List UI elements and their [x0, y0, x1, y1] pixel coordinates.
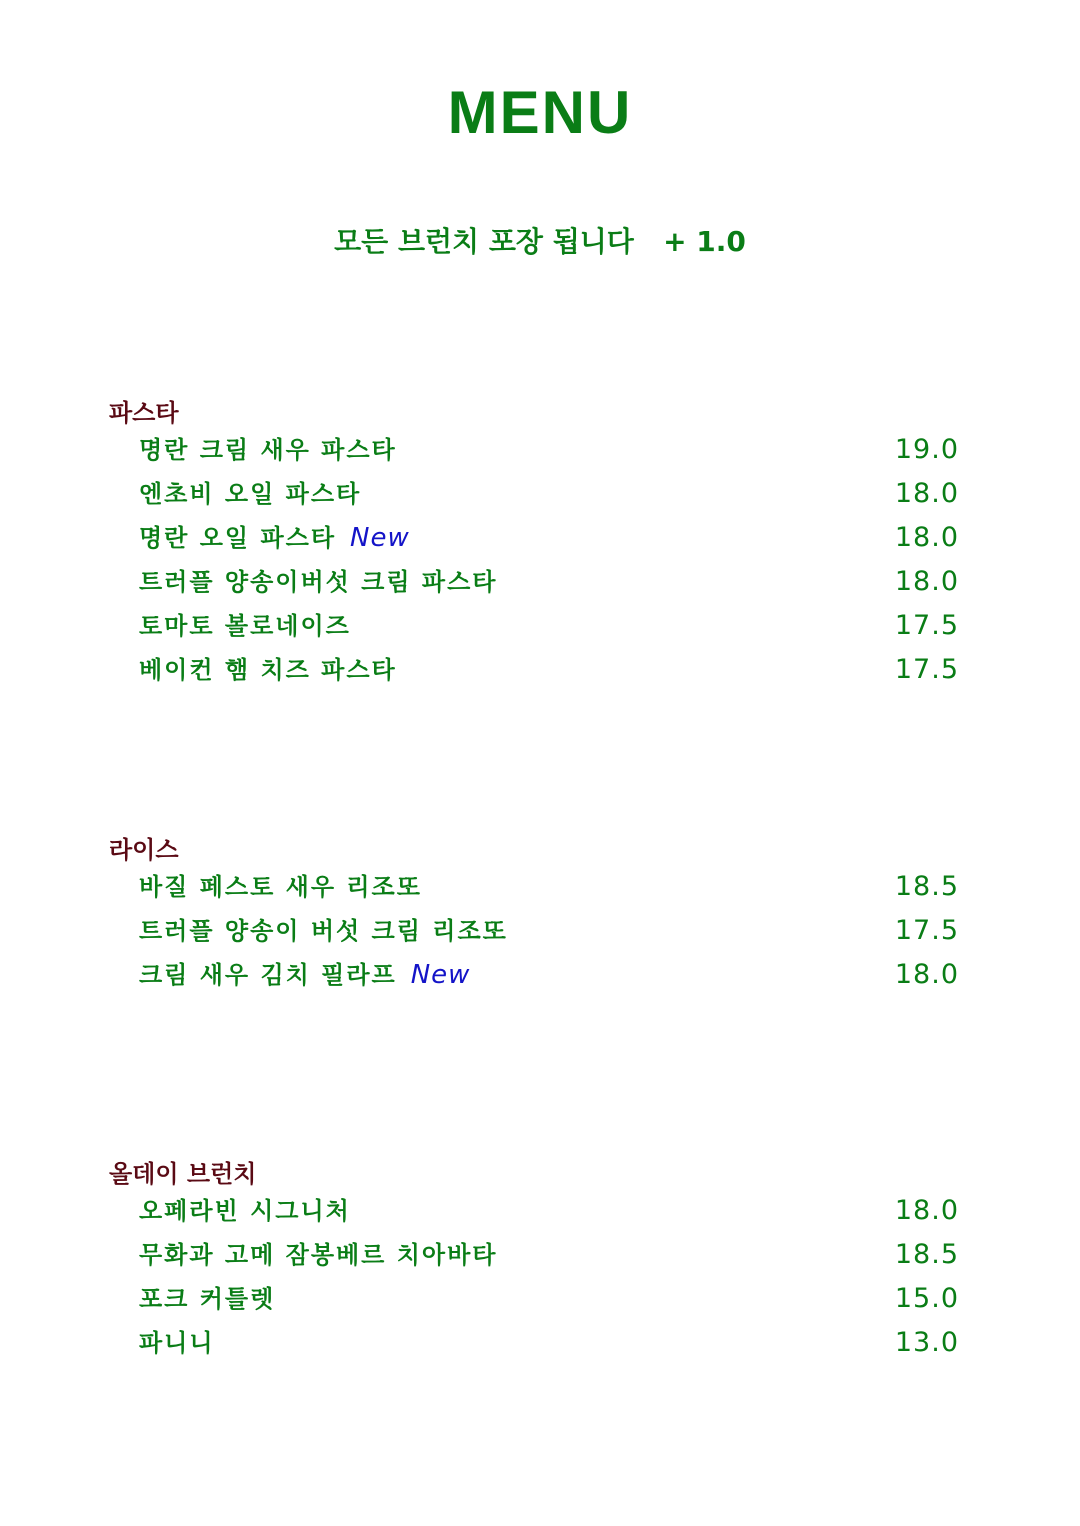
item-name: 트러플 양송이 버섯 크림 리조또 — [139, 917, 508, 945]
item-price: 13.0 — [894, 1327, 959, 1358]
menu-item — [109, 606, 979, 650]
menu-title: MENU — [447, 79, 633, 146]
item-name: 파니니 — [139, 1329, 215, 1357]
menu-item — [109, 867, 979, 911]
item-price: 18.0 — [894, 1195, 959, 1226]
item-name: 포크 커틀렛 — [139, 1285, 276, 1313]
section-brunch — [109, 1157, 979, 1367]
item-price: 17.5 — [894, 610, 959, 641]
menu-item — [109, 518, 979, 562]
item-name: 토마토 볼로네이즈 — [139, 612, 351, 640]
item-name: 명란 크림 새우 파스타 — [139, 436, 397, 464]
menu-item — [109, 1323, 979, 1367]
item-name: 트러플 양송이버섯 크림 파스타 — [139, 568, 498, 596]
section-rice — [109, 833, 979, 999]
item-name: 크림 새우 김치 필라프 New — [139, 960, 471, 990]
menu-item — [109, 562, 979, 606]
item-price: 19.0 — [894, 434, 959, 465]
item-name: 명란 오일 파스타 New — [139, 523, 410, 553]
item-price: 15.0 — [894, 1283, 959, 1314]
item-price: 17.5 — [894, 915, 959, 946]
section-pasta — [109, 396, 979, 694]
item-price: 18.0 — [894, 566, 959, 597]
item-name: 무화과 고메 잠봉베르 치아바타 — [139, 1241, 498, 1269]
item-name: 엔초비 오일 파스타 — [139, 480, 362, 508]
item-price: 18.5 — [894, 1239, 959, 1270]
new-badge: New — [410, 960, 471, 990]
new-badge: New — [350, 523, 410, 553]
item-price: 18.0 — [894, 478, 959, 509]
menu-item — [109, 1235, 979, 1279]
item-price: 18.5 — [894, 871, 959, 902]
item-price: 18.0 — [894, 959, 959, 990]
menu-item — [109, 430, 979, 474]
item-name: 베이컨 햄 치즈 파스타 — [139, 656, 397, 684]
item-price: 18.0 — [894, 522, 959, 553]
menu-item — [109, 1191, 979, 1235]
menu-item — [109, 474, 979, 518]
menu-item — [109, 955, 979, 999]
menu-item — [109, 650, 979, 694]
section-title: 라이스 — [109, 836, 179, 864]
item-name: 오페라빈 시그니처 — [139, 1197, 351, 1225]
item-price: 17.5 — [894, 654, 959, 685]
item-name: 바질 페스토 새우 리조또 — [139, 873, 422, 901]
menu-item — [109, 911, 979, 955]
section-title: 파스타 — [109, 399, 179, 427]
section-title: 올데이 브런치 — [109, 1160, 257, 1188]
takeout-note: 모든 브런치 포장 됩니다 + 1.0 — [334, 225, 746, 258]
menu-item — [109, 1279, 979, 1323]
